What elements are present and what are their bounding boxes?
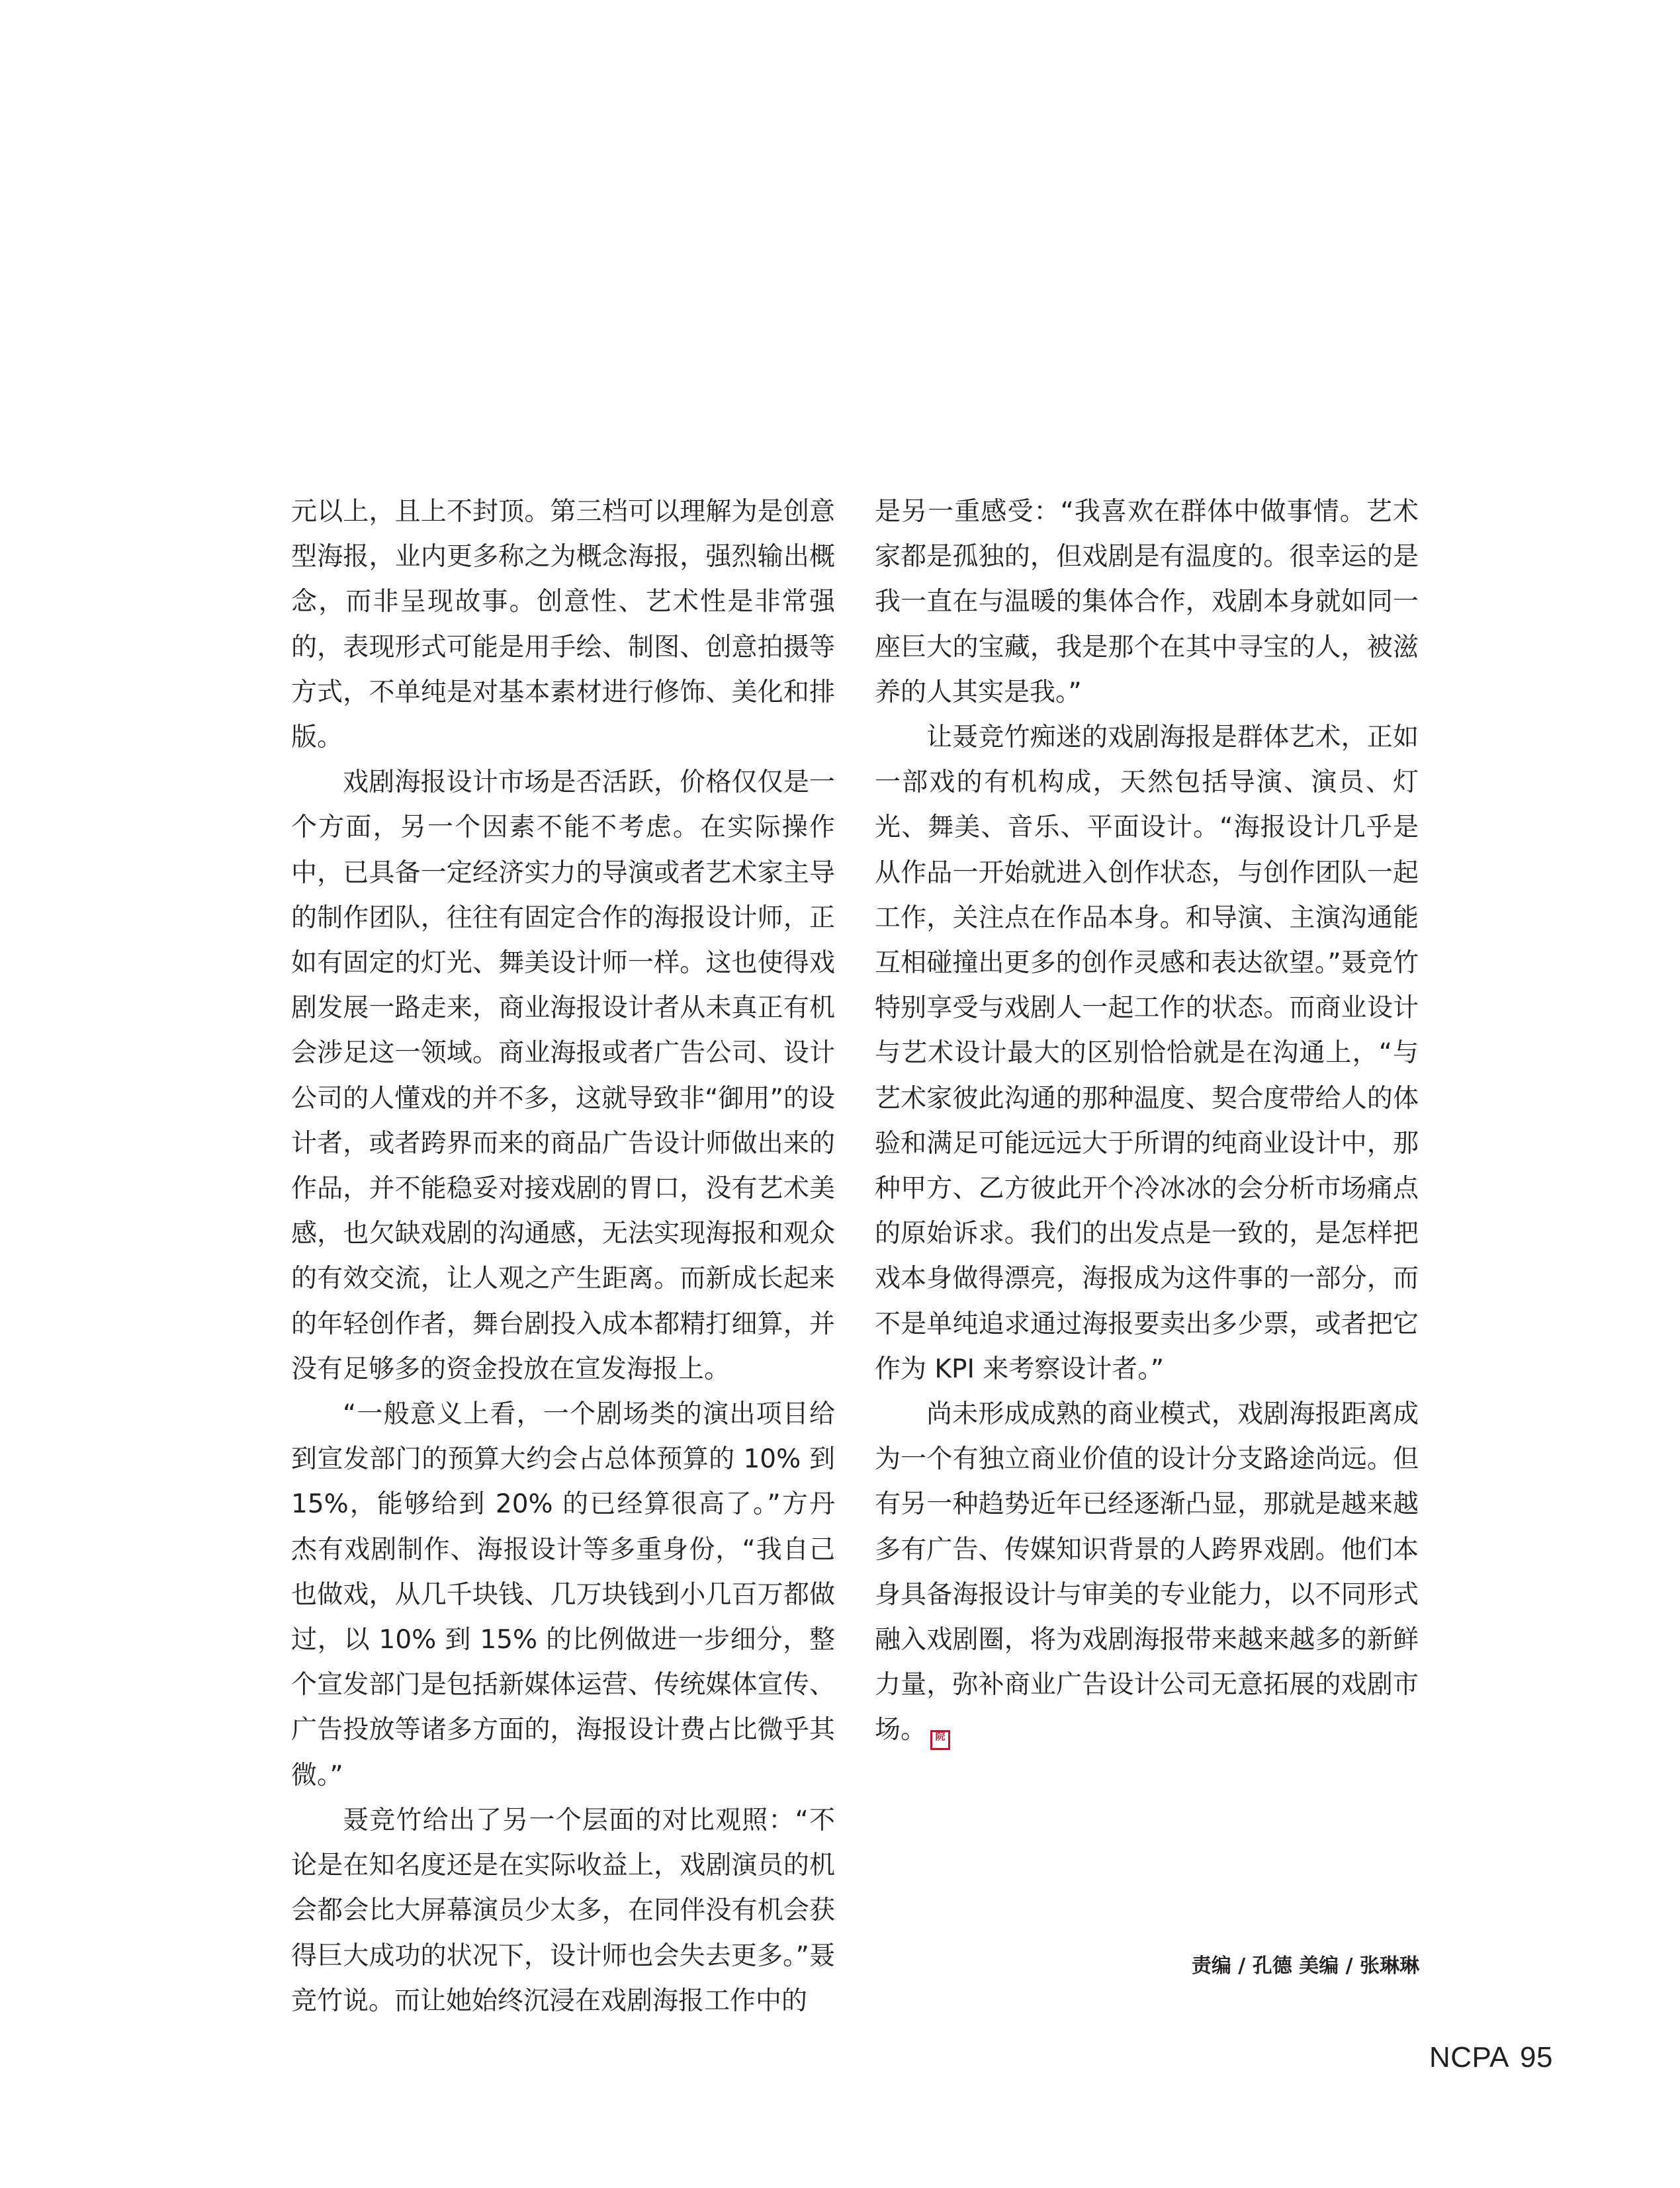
left-column: [291, 490, 835, 2024]
magazine-name: NCPA: [1429, 2041, 1509, 2074]
paragraph: 戏剧海报设计市场是否活跃，价格仅仅是一个方面，另一个因素不能不考虑。在实际操作中，已具备一定经济实力的导演或者艺术家主导的制作团队，往往有固定合作的海报设计师，正如有固定的灯光、舞美设计师一样。这也使得戏剧发展一路走来，商业海报设计者从未真正有机会涉足这一领域。商业海报或者广告公司、设计公司的人懂戏的并不多，这就导致非“御用”的设计者，或者跨界而来的商品广告设计师做出来的作品，并不能稳妥对接戏剧的胃口，没有艺术美感，也欠缺戏剧的沟通感，无法实现海报和观众的有效交流，让人观之产生距离。而新成长起来的年轻创作者，舞台剧投入成本都精打细算，并没有足够多的资金投放在宣发海报上。: [291, 767, 835, 1384]
right-column: [875, 490, 1419, 1753]
final-paragraph-text: 尚未形成成熟的商业模式，戏剧海报距离成为一个有独立商业价值的设计分支路途尚远。但有另一种趋势近年已经逐渐凸显，那就是越来越多有广告、传媒知识背景的人跨界戏剧。他们本身具备海报设计与审美的专业能力，以不同形式融入戏剧圈，将为戏剧海报带来越来越多的新鲜力量，弥补商业广告设计公司无意拓展的戏剧市场。: [875, 1399, 1419, 1745]
page-folio: [1429, 2041, 1553, 2074]
page-number: 95: [1519, 2041, 1553, 2074]
editor-credits: 责编 / 孔德 美编 / 张琳琳: [1191, 1954, 1419, 1978]
paragraph-continued: 是另一重感受：“我喜欢在群体中做事情。艺术家都是孤独的，但戏剧是有温度的。很幸运的是我一直在与温暖的集体合作，戏剧本身就如同一座巨大的宝藏，我是那个在其中寻宝的人，被滋养的人其实是我。”: [875, 497, 1419, 707]
paragraph: “一般意义上看，一个剧场类的演出项目给到宣发部门的预算大约会占总体预算的 10% 到 15%，能够给到 20% 的已经算很高了。”方丹杰有戏剧制作、海报设计等多重身份，“我自己也做戏，从几千块钱、几万块钱到小几百万都做过，以 10% 到 15% 的比例做进一步细分，整个宣发部门是包括新媒体运营、传统媒体宣传、广告投放等诸多方面的，海报设计费占比微乎其微。”: [291, 1399, 835, 1790]
paragraph: 让聂竞竹痴迷的戏剧海报是群体艺术，正如一部戏的有机构成，天然包括导演、演员、灯光、舞美、音乐、平面设计。“海报设计几乎是从作品一开始就进入创作状态，与创作团队一起工作，关注点在作品本身。和导演、主演沟通能互相碰撞出更多的创作灵感和表达欲望。”聂竞竹特别享受与戏剧人一起工作的状态。而商业设计与艺术设计最大的区别恰恰就是在沟通上，“与艺术家彼此沟通的那种温度、契合度带给人的体验和满足可能远远大于所谓的纯商业设计中，那种甲方、乙方彼此开个冷冰冰的会分析市场痛点的原始诉求。我们的出发点是一致的，是怎样把戏本身做得漂亮，海报成为这件事的一部分，而不是单纯追求通过海报要卖出多少票，或者把它作为 KPI 来考察设计者。”: [875, 722, 1419, 1384]
paragraph: 聂竞竹给出了另一个层面的对比观照：“不论是在知名度还是在实际收益上，戏剧演员的机会都会比大屏幕演员少太多，在同伴没有机会获得巨大成功的状况下，设计师也会失去更多。”聂竞竹说。而让她始终沉浸在戏剧海报工作中的: [291, 1805, 835, 2016]
end-mark-icon: 院: [930, 1730, 950, 1750]
final-paragraph: [875, 1392, 1419, 1753]
paragraph-continued: 元以上，且上不封顶。第三档可以理解为是创意型海报，业内更多称之为概念海报，强烈输出概念，而非呈现故事。创意性、艺术性是非常强的，表现形式可能是用手绘、制图、创意拍摄等方式，不单纯是对基本素材进行修饰、美化和排版。: [291, 497, 835, 753]
